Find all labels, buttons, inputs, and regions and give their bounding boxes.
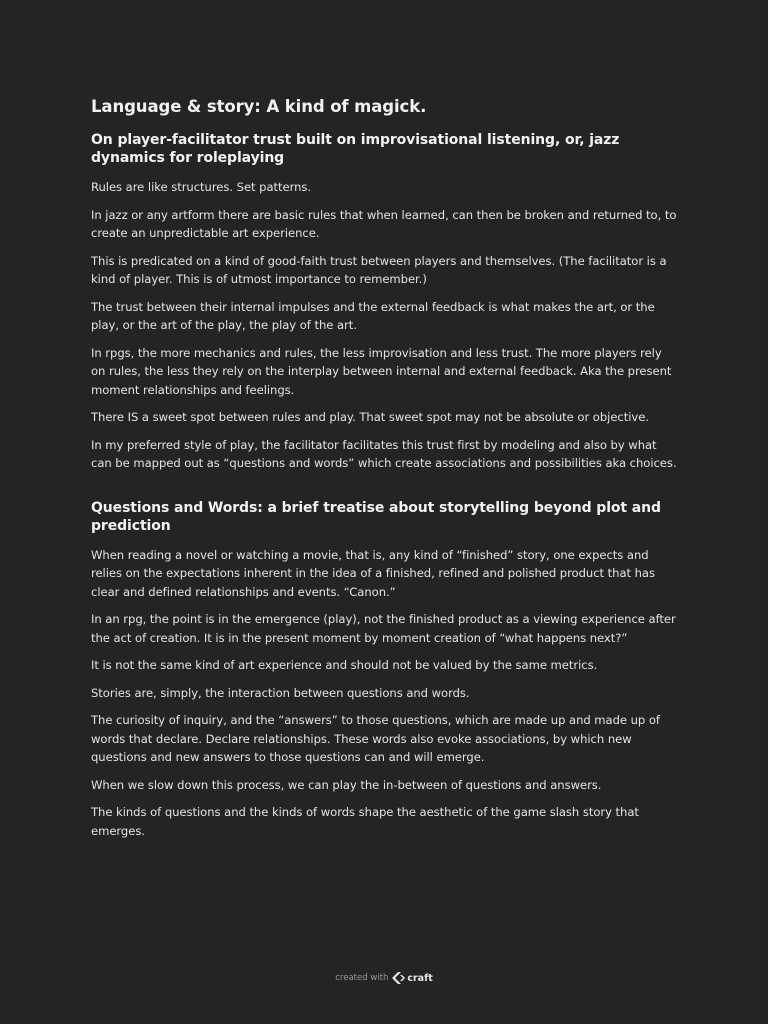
paragraph: In my preferred style of play, the facilitator facilitates this trust first by modeling and also by what can be mapped out as “questions and words” which create associations and possibilities aka choices.	[91, 437, 677, 470]
paragraph: When reading a novel or watching a movie, that is, any kind of “finished” story, one expects and relies on the expectations inherent in the idea of a finished, refined and polished product that has clear and defined relationships and events. “Canon.”	[91, 547, 655, 599]
craft-brand-label: craft	[407, 972, 433, 984]
created-with-label: created with	[335, 973, 389, 983]
paragraph: The curiosity of inquiry, and the “answers” to those questions, which are made up and made up of words that declare. Declare relationships. These words also evoke associations, by which new questions and new answers to those questions can and will emerge.	[91, 713, 660, 764]
document-title: Language & story: A kind of magick.	[91, 97, 427, 116]
paragraph: Rules are like structures. Set patterns.	[91, 180, 312, 194]
paragraph: There IS a sweet spot between rules and play. That sweet spot may not be absolute or objective.	[91, 410, 649, 424]
paragraph: The kinds of questions and the kinds of words shape the aesthetic of the game slash story that emerges.	[91, 805, 639, 838]
paragraph: In an rpg, the point is in the emergence (play), not the finished product as a viewing experience after the act of creation. It is in the present moment by moment creation of “what happens next?”	[91, 612, 676, 645]
document	[91, 96, 679, 849]
paragraph: This is predicated on a kind of good-faith trust between players and themselves. (The facilitator is a kind of player. This is of utmost importance to remember.)	[91, 253, 667, 286]
craft-logo-icon	[392, 972, 406, 984]
footer	[0, 972, 768, 984]
paragraph: In rpgs, the more mechanics and rules, the less improvisation and less trust. The more players rely on rules, the less they rely on the interplay between internal and external feedback. Aka the present moment relationships and feelings.	[91, 345, 672, 397]
paragraph: In jazz or any artform there are basic rules that when learned, can then be broken and returned to, to create an unpredictable art experience.	[91, 207, 677, 240]
paragraph: When we slow down this process, we can play the in-between of questions and answers.	[91, 777, 602, 792]
section-heading: On player-facilitator trust built on improvisational listening, or, jazz dynamics for roleplaying	[91, 132, 620, 166]
paragraph: Stories are, simply, the interaction between questions and words.	[91, 685, 470, 700]
paragraph: The trust between their internal impulses and the external feedback is what makes the art, or the play, or the art of the play, the play of the art.	[91, 299, 655, 332]
section-heading: Questions and Words: a brief treatise about storytelling beyond plot and prediction	[91, 499, 661, 534]
craft-link[interactable]	[392, 972, 432, 984]
paragraph: It is not the same kind of art experience and should not be valued by the same metrics.	[91, 658, 598, 672]
